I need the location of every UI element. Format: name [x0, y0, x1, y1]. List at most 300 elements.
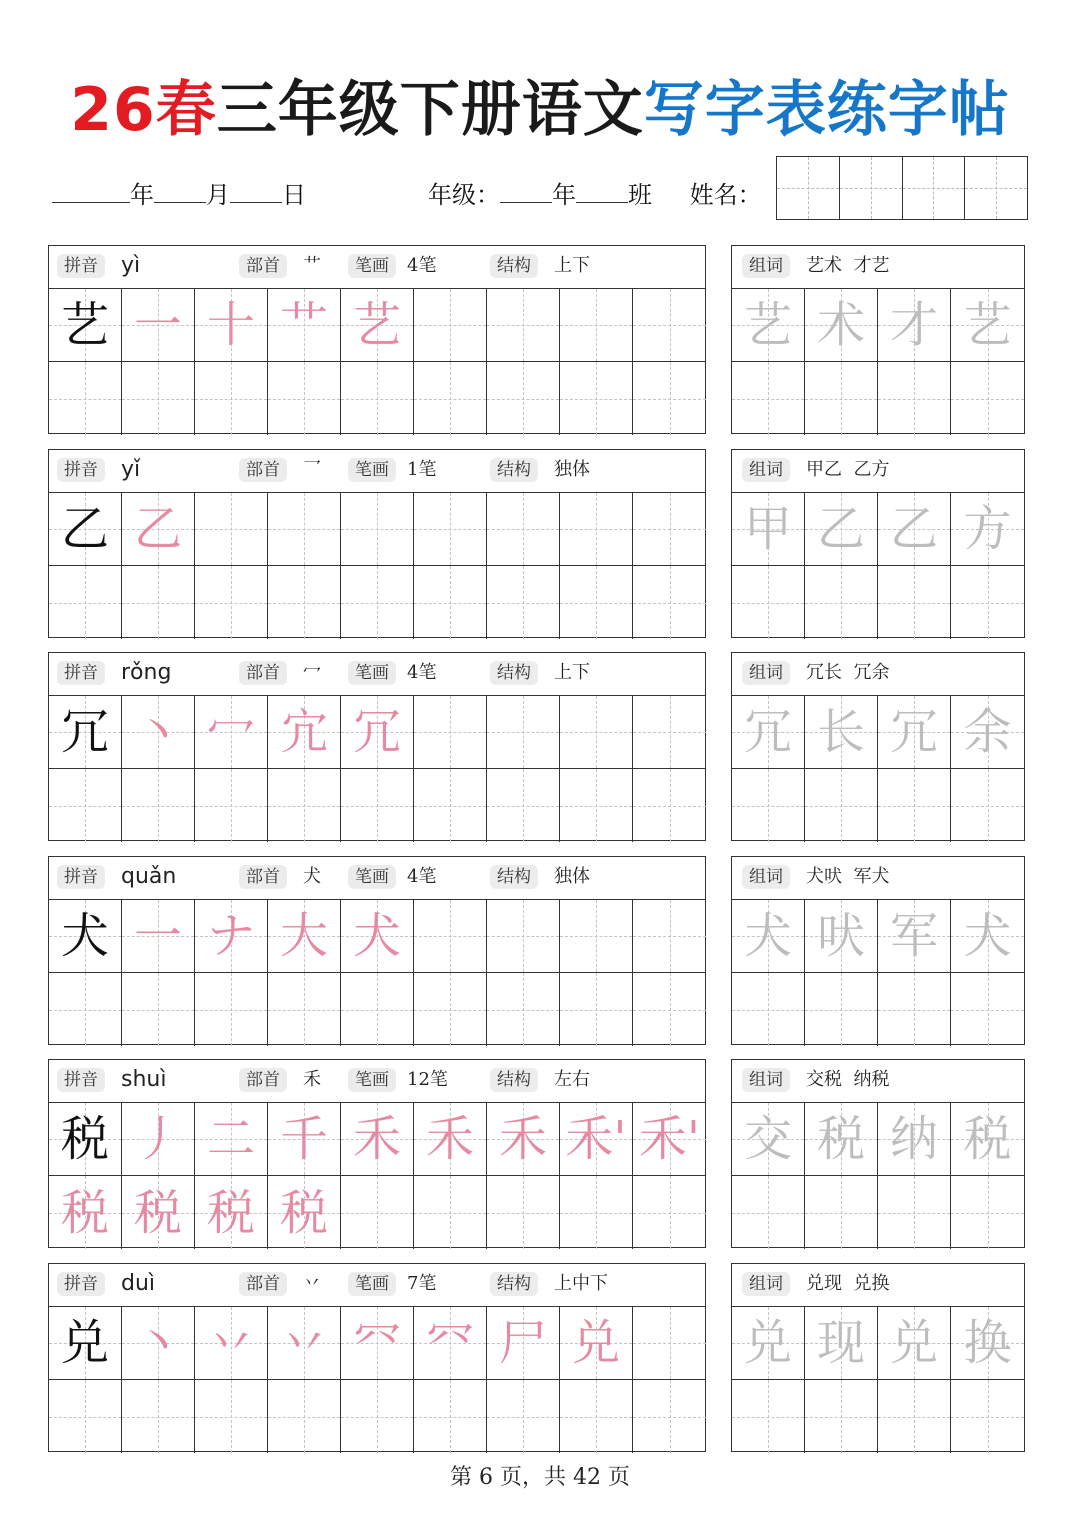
model-character-cell[interactable]: [49, 493, 122, 566]
empty-practice-cell[interactable]: [414, 566, 487, 639]
empty-practice-cell[interactable]: [633, 1307, 706, 1380]
word-grid: [732, 493, 1024, 639]
stroke-order-cell[interactable]: [341, 1103, 414, 1176]
stroke-order-cell[interactable]: [195, 1176, 268, 1249]
empty-practice-cell[interactable]: [122, 769, 195, 842]
empty-practice-cell[interactable]: [268, 1380, 341, 1453]
cell-character: 术: [816, 297, 865, 353]
cell-character: 交: [743, 1111, 792, 1167]
empty-practice-cell[interactable]: [560, 289, 633, 362]
month-blank[interactable]: [154, 176, 206, 203]
char-practice-block: [48, 449, 706, 638]
empty-practice-cell[interactable]: [49, 1380, 122, 1453]
stroke-order-cell[interactable]: [268, 289, 341, 362]
words-value: 兑现 兑换: [806, 1273, 890, 1294]
empty-practice-cell[interactable]: [341, 1176, 414, 1249]
pinyin-tag: 拼音: [57, 254, 105, 278]
word-trace-cell[interactable]: [732, 493, 805, 566]
word-grid: [732, 1103, 1024, 1249]
word-trace-cell[interactable]: [878, 900, 951, 973]
cell-character: 禾: [498, 1111, 547, 1167]
grade-class-label: 班: [628, 181, 652, 209]
word-trace-cell[interactable]: [951, 900, 1024, 973]
cell-character: 甲: [743, 501, 792, 557]
word-practice-block: [731, 245, 1025, 434]
word-practice-block: [731, 1059, 1025, 1248]
word-trace-cell[interactable]: [732, 1103, 805, 1176]
pinyin-tag: 拼音: [57, 865, 105, 889]
stroke-order-cell[interactable]: [122, 696, 195, 769]
cell-character: 税: [816, 1111, 865, 1167]
practice-grid: [49, 900, 705, 1046]
radical-tag: 部首: [239, 661, 287, 685]
stroke-order-cell[interactable]: [487, 1307, 560, 1380]
cell-character: 长: [816, 704, 865, 760]
word-practice-block: [731, 1263, 1025, 1452]
cell-character: 千: [279, 1111, 328, 1167]
stroke-order-cell[interactable]: [414, 1307, 487, 1380]
radical-value: 丷: [303, 1273, 321, 1294]
empty-practice-cell[interactable]: [195, 493, 268, 566]
word-grid: [732, 900, 1024, 1046]
word-grid: [732, 1307, 1024, 1453]
empty-practice-cell[interactable]: [414, 1176, 487, 1249]
empty-practice-cell[interactable]: [487, 900, 560, 973]
empty-practice-cell[interactable]: [195, 566, 268, 639]
words-tag: 组词: [742, 458, 790, 482]
cell-character: 乙: [60, 501, 109, 557]
stroke-order-cell[interactable]: [49, 1176, 122, 1249]
stroke-order-cell[interactable]: [122, 1307, 195, 1380]
char-info-header: [49, 1264, 705, 1307]
empty-practice-cell[interactable]: [633, 696, 706, 769]
empty-practice-cell[interactable]: [487, 769, 560, 842]
cell-character: 丶: [133, 704, 182, 760]
cell-character: 兑: [889, 1315, 938, 1371]
structure-value: 上下: [554, 662, 590, 683]
empty-practice-cell[interactable]: [805, 1176, 878, 1249]
empty-practice-cell[interactable]: [560, 900, 633, 973]
cell-character: 犬: [963, 908, 1012, 964]
name-boxes[interactable]: [776, 156, 1028, 220]
month-label: 月: [206, 181, 230, 209]
word-grid: [732, 696, 1024, 842]
word-trace-cell[interactable]: [951, 696, 1024, 769]
cell-character: 乙: [133, 501, 182, 557]
word-trace-cell[interactable]: [805, 289, 878, 362]
empty-practice-cell[interactable]: [487, 1380, 560, 1453]
empty-practice-cell[interactable]: [487, 493, 560, 566]
practice-grid: [49, 289, 705, 435]
cell-character: 兑: [743, 1315, 792, 1371]
empty-practice-cell[interactable]: [268, 973, 341, 1046]
empty-practice-cell[interactable]: [633, 493, 706, 566]
char-practice-block: [48, 1059, 706, 1248]
words-tag: 组词: [742, 1272, 790, 1296]
empty-practice-cell[interactable]: [560, 1176, 633, 1249]
empty-practice-cell[interactable]: [341, 769, 414, 842]
empty-practice-cell[interactable]: [122, 362, 195, 435]
cell-character: 冗: [352, 704, 401, 760]
year-label: 年: [130, 181, 154, 209]
char-info-header: [49, 246, 705, 289]
cell-character: 丷: [279, 1315, 328, 1371]
cell-character: 艺: [352, 297, 401, 353]
words-value: 艺术 才艺: [806, 255, 890, 276]
words-header: [732, 653, 1024, 696]
empty-practice-cell[interactable]: [805, 973, 878, 1046]
radical-tag: 部首: [239, 254, 287, 278]
structure-tag: 结构: [490, 254, 538, 278]
cell-character: 兑: [60, 1315, 109, 1371]
model-character-cell[interactable]: [49, 696, 122, 769]
cell-character: 军: [889, 908, 938, 964]
empty-practice-cell[interactable]: [633, 900, 706, 973]
cell-character: 余: [963, 704, 1012, 760]
pinyin-value: quǎn: [121, 864, 177, 889]
stroke-order-cell[interactable]: [268, 900, 341, 973]
model-character-cell[interactable]: [49, 289, 122, 362]
empty-practice-cell[interactable]: [122, 973, 195, 1046]
empty-practice-cell[interactable]: [560, 696, 633, 769]
strokes-value: 7笔: [407, 1273, 437, 1294]
stroke-order-cell[interactable]: [341, 900, 414, 973]
empty-practice-cell[interactable]: [633, 289, 706, 362]
char-info-header: [49, 857, 705, 900]
empty-practice-cell[interactable]: [805, 769, 878, 842]
structure-value: 上下: [554, 255, 590, 276]
word-trace-cell[interactable]: [951, 493, 1024, 566]
empty-practice-cell[interactable]: [560, 493, 633, 566]
cell-character: 税: [963, 1111, 1012, 1167]
cell-character: 税: [60, 1111, 109, 1167]
radical-tag: 部首: [239, 865, 287, 889]
cell-character: 丷: [206, 1315, 255, 1371]
cell-character: 吠: [816, 908, 865, 964]
grade-year-blank[interactable]: [500, 176, 552, 203]
word-trace-cell[interactable]: [732, 696, 805, 769]
empty-practice-cell[interactable]: [487, 566, 560, 639]
words-value: 犬吠 军犬: [806, 866, 890, 887]
radical-value: 乛: [303, 459, 321, 480]
word-trace-cell[interactable]: [732, 1307, 805, 1380]
empty-practice-cell[interactable]: [487, 1176, 560, 1249]
empty-practice-cell[interactable]: [732, 973, 805, 1046]
empty-practice-cell[interactable]: [122, 566, 195, 639]
empty-practice-cell[interactable]: [560, 973, 633, 1046]
radical-value: 犬: [303, 866, 321, 887]
stroke-order-cell[interactable]: [195, 289, 268, 362]
words-value: 冗长 冗余: [806, 662, 890, 683]
pinyin-value: rǒng: [121, 660, 172, 685]
cell-character: 犬: [743, 908, 792, 964]
pinyin-value: duì: [121, 1271, 156, 1296]
word-trace-cell[interactable]: [805, 696, 878, 769]
empty-practice-cell[interactable]: [951, 362, 1024, 435]
radical-tag: 部首: [239, 458, 287, 482]
words-value: 交税 纳税: [806, 1069, 890, 1090]
empty-practice-cell[interactable]: [195, 973, 268, 1046]
empty-practice-cell[interactable]: [414, 696, 487, 769]
empty-practice-cell[interactable]: [732, 362, 805, 435]
empty-practice-cell[interactable]: [414, 973, 487, 1046]
empty-practice-cell[interactable]: [560, 769, 633, 842]
empty-practice-cell[interactable]: [878, 769, 951, 842]
word-trace-cell[interactable]: [951, 1307, 1024, 1380]
cell-character: 换: [963, 1315, 1012, 1371]
day-label: 日: [282, 181, 306, 209]
empty-practice-cell[interactable]: [122, 1380, 195, 1453]
stroke-order-cell[interactable]: [268, 1307, 341, 1380]
empty-practice-cell[interactable]: [878, 1380, 951, 1453]
empty-practice-cell[interactable]: [341, 1380, 414, 1453]
empty-practice-cell[interactable]: [951, 973, 1024, 1046]
strokes-tag: 笔画: [348, 254, 396, 278]
cell-character: 禾': [565, 1111, 627, 1167]
grade-line: [428, 176, 762, 212]
cell-character: 方: [963, 501, 1012, 557]
empty-practice-cell[interactable]: [633, 973, 706, 1046]
char-info-header: [49, 450, 705, 493]
empty-practice-cell[interactable]: [560, 362, 633, 435]
word-trace-cell[interactable]: [732, 900, 805, 973]
structure-value: 上中下: [554, 1273, 608, 1294]
empty-practice-cell[interactable]: [487, 696, 560, 769]
empty-practice-cell[interactable]: [49, 566, 122, 639]
stroke-order-cell[interactable]: [122, 900, 195, 973]
empty-practice-cell[interactable]: [414, 769, 487, 842]
model-character-cell[interactable]: [49, 900, 122, 973]
empty-practice-cell[interactable]: [49, 973, 122, 1046]
pinyin-value: yǐ: [121, 457, 141, 482]
stroke-order-cell[interactable]: [122, 493, 195, 566]
empty-practice-cell[interactable]: [951, 1176, 1024, 1249]
cell-character: 犬: [60, 908, 109, 964]
stroke-order-cell[interactable]: [122, 289, 195, 362]
stroke-order-cell[interactable]: [195, 696, 268, 769]
cell-character: 才: [889, 297, 938, 353]
stroke-order-cell[interactable]: [341, 696, 414, 769]
stroke-order-cell[interactable]: [195, 1307, 268, 1380]
empty-practice-cell[interactable]: [195, 1380, 268, 1453]
empty-practice-cell[interactable]: [414, 289, 487, 362]
structure-tag: 结构: [490, 1068, 538, 1092]
char-practice-block: [48, 1263, 706, 1452]
cell-character: 丿: [133, 1111, 182, 1167]
empty-practice-cell[interactable]: [268, 493, 341, 566]
stroke-order-cell[interactable]: [487, 1103, 560, 1176]
cell-character: 㓁: [352, 1315, 401, 1371]
structure-tag: 结构: [490, 865, 538, 889]
empty-practice-cell[interactable]: [951, 769, 1024, 842]
practice-grid: [49, 493, 705, 639]
stroke-order-cell[interactable]: [268, 696, 341, 769]
empty-practice-cell[interactable]: [951, 566, 1024, 639]
name-box[interactable]: [965, 157, 1027, 219]
empty-practice-cell[interactable]: [487, 289, 560, 362]
cell-character: 尸: [498, 1315, 547, 1371]
empty-practice-cell[interactable]: [49, 362, 122, 435]
stroke-order-cell[interactable]: [341, 289, 414, 362]
cell-character: 冗: [889, 704, 938, 760]
empty-practice-cell[interactable]: [195, 769, 268, 842]
strokes-value: 4笔: [407, 866, 437, 887]
word-trace-cell[interactable]: [732, 289, 805, 362]
empty-practice-cell[interactable]: [633, 566, 706, 639]
stroke-order-cell[interactable]: [195, 900, 268, 973]
char-practice-block: [48, 856, 706, 1045]
name-box[interactable]: [777, 157, 840, 219]
empty-practice-cell[interactable]: [732, 1380, 805, 1453]
word-trace-cell[interactable]: [878, 493, 951, 566]
word-trace-cell[interactable]: [805, 493, 878, 566]
cell-character: 艺: [963, 297, 1012, 353]
cell-character: 税: [206, 1184, 255, 1241]
cell-character: 㓁: [425, 1315, 474, 1371]
empty-practice-cell[interactable]: [805, 1380, 878, 1453]
cell-character: 一: [133, 297, 182, 353]
empty-practice-cell[interactable]: [268, 566, 341, 639]
word-trace-cell[interactable]: [878, 1307, 951, 1380]
words-header: [732, 1060, 1024, 1103]
cell-character: 纳: [889, 1111, 938, 1167]
empty-practice-cell[interactable]: [414, 493, 487, 566]
model-character-cell[interactable]: [49, 1103, 122, 1176]
cell-character: 十: [206, 297, 255, 353]
stroke-order-cell[interactable]: [560, 1307, 633, 1380]
empty-practice-cell[interactable]: [951, 1380, 1024, 1453]
strokes-tag: 笔画: [348, 661, 396, 685]
word-trace-cell[interactable]: [951, 289, 1024, 362]
words-header: [732, 1264, 1024, 1307]
cell-character: 税: [133, 1184, 182, 1241]
practice-grid: [49, 1307, 705, 1453]
radical-value: 禾: [303, 1069, 321, 1090]
word-trace-cell[interactable]: [878, 289, 951, 362]
empty-practice-cell[interactable]: [805, 362, 878, 435]
name-box[interactable]: [840, 157, 903, 219]
model-character-cell[interactable]: [49, 1307, 122, 1380]
stroke-order-cell[interactable]: [414, 1103, 487, 1176]
cell-character: 乙: [889, 501, 938, 557]
cell-character: 禾: [352, 1111, 401, 1167]
word-practice-block: [731, 449, 1025, 638]
empty-practice-cell[interactable]: [414, 1380, 487, 1453]
empty-practice-cell[interactable]: [633, 769, 706, 842]
stroke-order-cell[interactable]: [633, 1103, 706, 1176]
cell-character: 艺: [60, 297, 109, 353]
empty-practice-cell[interactable]: [732, 1176, 805, 1249]
word-trace-cell[interactable]: [805, 1103, 878, 1176]
cell-character: 兑: [571, 1315, 620, 1371]
grade-class-blank[interactable]: [576, 176, 628, 203]
day-blank[interactable]: [230, 176, 282, 203]
word-trace-cell[interactable]: [805, 900, 878, 973]
empty-practice-cell[interactable]: [341, 362, 414, 435]
stroke-order-cell[interactable]: [268, 1176, 341, 1249]
name-box[interactable]: [903, 157, 966, 219]
empty-practice-cell[interactable]: [341, 973, 414, 1046]
strokes-tag: 笔画: [348, 1068, 396, 1092]
structure-tag: 结构: [490, 661, 538, 685]
word-practice-block: [731, 856, 1025, 1045]
strokes-value: 4笔: [407, 255, 437, 276]
empty-practice-cell[interactable]: [268, 362, 341, 435]
cell-character: 一: [133, 908, 182, 964]
strokes-tag: 笔画: [348, 458, 396, 482]
title-part2: 三年级下册语文: [216, 75, 644, 145]
cell-character: 税: [60, 1184, 109, 1241]
stroke-order-cell[interactable]: [122, 1176, 195, 1249]
empty-practice-cell[interactable]: [633, 362, 706, 435]
word-practice-block: [731, 652, 1025, 841]
word-trace-cell[interactable]: [878, 696, 951, 769]
empty-practice-cell[interactable]: [805, 566, 878, 639]
char-practice-block: [48, 245, 706, 434]
empty-practice-cell[interactable]: [633, 1176, 706, 1249]
empty-practice-cell[interactable]: [878, 1176, 951, 1249]
pinyin-tag: 拼音: [57, 661, 105, 685]
cell-character: 冖: [206, 704, 255, 760]
empty-practice-cell[interactable]: [414, 900, 487, 973]
words-value: 甲乙 乙方: [806, 459, 890, 480]
empty-practice-cell[interactable]: [487, 973, 560, 1046]
stroke-order-cell[interactable]: [560, 1103, 633, 1176]
words-header: [732, 857, 1024, 900]
radical-value: 艹: [303, 255, 321, 276]
empty-practice-cell[interactable]: [560, 1380, 633, 1453]
stroke-order-cell[interactable]: [122, 1103, 195, 1176]
empty-practice-cell[interactable]: [268, 769, 341, 842]
empty-practice-cell[interactable]: [732, 566, 805, 639]
empty-practice-cell[interactable]: [732, 769, 805, 842]
strokes-tag: 笔画: [348, 1272, 396, 1296]
page-footer: 第 6 页，共 42 页: [450, 1465, 630, 1490]
empty-practice-cell[interactable]: [414, 362, 487, 435]
cell-character: 丶: [133, 1315, 182, 1371]
grade-label: 年级：: [428, 181, 500, 209]
empty-practice-cell[interactable]: [878, 566, 951, 639]
stroke-order-cell[interactable]: [268, 1103, 341, 1176]
empty-practice-cell[interactable]: [878, 973, 951, 1046]
date-line: [52, 176, 306, 212]
word-trace-cell[interactable]: [951, 1103, 1024, 1176]
strokes-value: 1笔: [407, 459, 437, 480]
empty-practice-cell[interactable]: [195, 362, 268, 435]
cell-character: 二: [206, 1111, 255, 1167]
stroke-order-cell[interactable]: [195, 1103, 268, 1176]
word-trace-cell[interactable]: [805, 1307, 878, 1380]
cell-character: ナ: [206, 908, 255, 964]
cell-character: 宂: [279, 704, 328, 760]
empty-practice-cell[interactable]: [878, 362, 951, 435]
practice-grid: [49, 696, 705, 842]
empty-practice-cell[interactable]: [560, 566, 633, 639]
empty-practice-cell[interactable]: [341, 493, 414, 566]
radical-tag: 部首: [239, 1068, 287, 1092]
empty-practice-cell[interactable]: [633, 1380, 706, 1453]
empty-practice-cell[interactable]: [487, 362, 560, 435]
empty-practice-cell[interactable]: [49, 769, 122, 842]
cell-character: 禾': [638, 1111, 701, 1167]
char-info-header: [49, 653, 705, 696]
empty-practice-cell[interactable]: [341, 566, 414, 639]
word-trace-cell[interactable]: [878, 1103, 951, 1176]
stroke-order-cell[interactable]: [341, 1307, 414, 1380]
pinyin-tag: 拼音: [57, 1068, 105, 1092]
year-blank[interactable]: [52, 176, 130, 203]
words-header: [732, 246, 1024, 289]
